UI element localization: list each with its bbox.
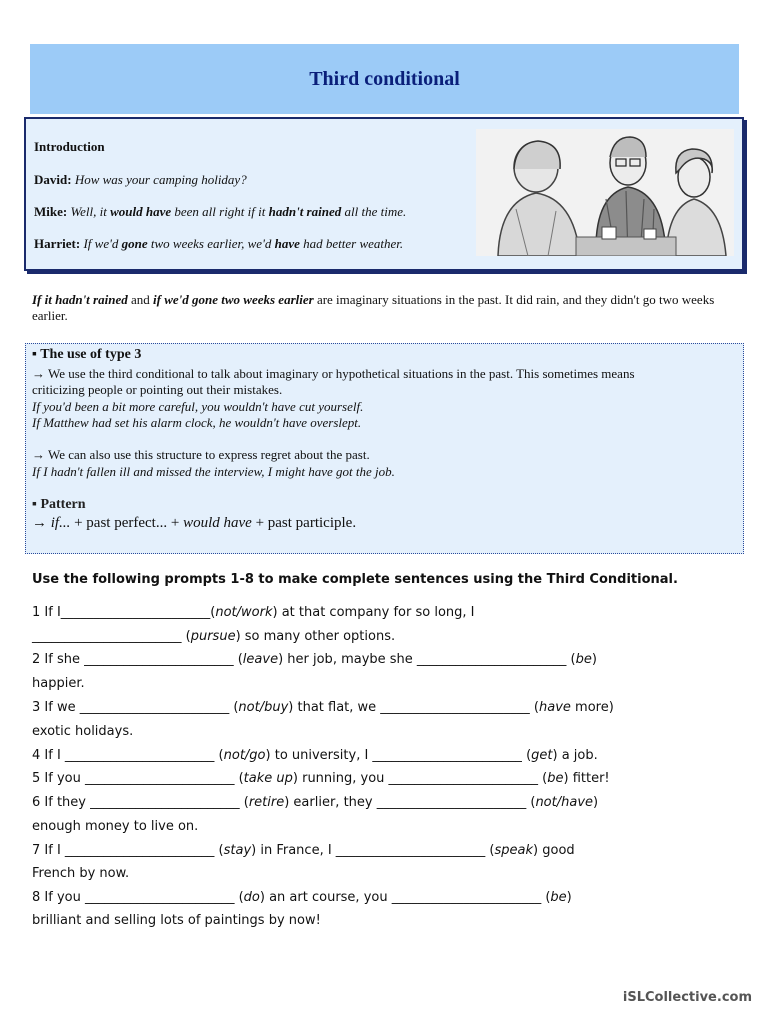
exercise-line	[32, 890, 572, 905]
text-run: 1 If I_______________________(	[32, 605, 216, 620]
text-run: )	[591, 652, 597, 667]
dialogue-line: Harriet: If we'd gone two weeks earlier, we'd have had better weather.	[34, 236, 404, 251]
text-run: stay	[223, 843, 252, 858]
text-run: would have	[183, 515, 252, 531]
use-text: → We use the third conditional to talk about imaginary or hypothetical situations in the past. This sometimes means	[32, 366, 635, 381]
text-run: all the time.	[341, 204, 407, 219]
text-run: French by now.	[32, 866, 130, 881]
text-run: not/go	[223, 748, 266, 763]
text-run: have	[539, 700, 571, 715]
use-example: If you'd been a bit more careful, you wouldn't have cut yourself.	[32, 399, 364, 414]
text-run: + past participle.	[251, 515, 357, 531]
text-run: ) fitter!	[563, 771, 610, 786]
text-run: enough money to live on.	[32, 819, 199, 834]
text-run: happier.	[32, 676, 85, 691]
text-run: would have	[110, 204, 172, 219]
text-run: )	[566, 890, 572, 905]
text-run: be	[547, 771, 564, 786]
title-banner	[30, 44, 739, 114]
text-run: be	[550, 890, 567, 905]
intro-heading: Introduction	[34, 139, 105, 154]
text-run: ) a job.	[552, 748, 598, 763]
text-run: ) an art course, you _______________________ (	[259, 890, 551, 905]
text-run: take up	[243, 771, 293, 786]
use-example: If I hadn't fallen ill and missed the interview, I might have got the job.	[32, 464, 395, 479]
text-run: gone	[121, 236, 148, 251]
introduction-box	[24, 117, 744, 271]
text-run: )	[593, 795, 599, 810]
text-run: 8 If you _______________________ (	[32, 890, 244, 905]
text-run: not/buy	[238, 700, 289, 715]
text-run: ) earlier, they _______________________ (	[284, 795, 536, 810]
text-run: ) to university, I _______________________ (	[265, 748, 532, 763]
exercise-line	[32, 724, 133, 739]
exercise-line	[32, 652, 597, 667]
text-run: 2 If she _______________________ (	[32, 652, 243, 667]
text-run: pursue	[190, 629, 236, 644]
text-run: exotic holidays.	[32, 724, 134, 739]
text-run: hadn't rained	[268, 204, 342, 219]
pattern-heading: ▪ Pattern	[32, 497, 86, 512]
site-watermark: iSLCollective.com	[622, 990, 752, 1005]
text-run: had better weather.	[299, 236, 404, 251]
text-run: leave	[242, 652, 279, 667]
text-run: brilliant and selling lots of paintings by now!	[32, 913, 321, 928]
text-run: 3 If we _______________________ (	[32, 700, 239, 715]
text-run: ) her job, maybe she _______________________ (	[278, 652, 576, 667]
exercise-line	[32, 605, 475, 620]
exercise-line	[32, 771, 610, 786]
use-text: → We can also use this structure to express regret about the past.	[32, 447, 370, 462]
text-run: if we'd gone two weeks earlier	[153, 292, 314, 307]
text-run: do	[243, 890, 260, 905]
text-run: 6 If they _______________________ (	[32, 795, 249, 810]
text-run: not/have	[535, 795, 594, 810]
text-run: 7 If I _______________________ (	[32, 843, 224, 858]
exercise-line	[32, 819, 198, 834]
text-run: →	[32, 515, 51, 531]
text-run: 4 If I _______________________ (	[32, 748, 224, 763]
page-title: Third conditional	[309, 67, 460, 90]
text-run: not/work	[215, 605, 273, 620]
text-run: and	[127, 292, 153, 307]
text-run: If we'd	[83, 236, 122, 251]
exercise-line	[32, 795, 598, 810]
text-run: two weeks earlier, we'd	[147, 236, 275, 251]
pattern-formula	[32, 515, 356, 532]
people-sketch-image	[476, 129, 734, 256]
text-run: ) in France, I _______________________ (	[251, 843, 495, 858]
text-run: How was your camping holiday?	[74, 172, 247, 187]
explanation-paragraph	[32, 292, 742, 324]
exercise-line	[32, 913, 321, 928]
text-run: be	[575, 652, 592, 667]
exercise-instructions: Use the following prompts 1-8 to make complete sentences using the Third Conditional.	[32, 572, 678, 587]
exercise-line	[32, 866, 129, 881]
text-run: 5 If you _______________________ (	[32, 771, 244, 786]
exercise-line	[32, 676, 85, 691]
dialogue-line: Mike: Well, it would have been all right if it hadn't rained all the time.	[34, 204, 407, 219]
dialogue-line: David: How was your camping holiday?	[34, 172, 247, 187]
use-example: If Matthew had set his alarm clock, he wouldn't have overslept.	[32, 415, 362, 430]
text-run: get	[531, 748, 553, 763]
use-of-type-3-box	[25, 343, 744, 554]
text-run: are imaginary situations in the past. It did rain, and they didn't go two weeks earlier.	[32, 292, 715, 323]
use-text: criticizing people or pointing out their mistakes.	[32, 382, 283, 397]
text-run: retire	[248, 795, 285, 810]
text-run: speak	[494, 843, 534, 858]
exercise-line	[32, 748, 598, 763]
text-run: If it hadn't rained	[32, 292, 128, 307]
text-run: Well, it	[70, 204, 111, 219]
text-run: ) so many other options.	[235, 629, 396, 644]
text-run: have	[274, 236, 300, 251]
text-run: been all right if it	[171, 204, 269, 219]
exercise-line	[32, 700, 614, 715]
exercise-line	[32, 843, 575, 858]
text-run: more)	[570, 700, 614, 715]
text-run: if...	[50, 515, 71, 531]
exercise-line	[32, 629, 395, 644]
text-run: ) good	[533, 843, 575, 858]
text-run: ) at that company for so long, I	[272, 605, 475, 620]
text-run: ) that flat, we _______________________ (	[288, 700, 540, 715]
text-run: ) running, you _______________________ (	[292, 771, 548, 786]
use-heading: ▪ The use of type 3	[32, 347, 142, 362]
text-run: _______________________ (	[32, 629, 191, 644]
text-run: + past perfect... +	[70, 515, 184, 531]
